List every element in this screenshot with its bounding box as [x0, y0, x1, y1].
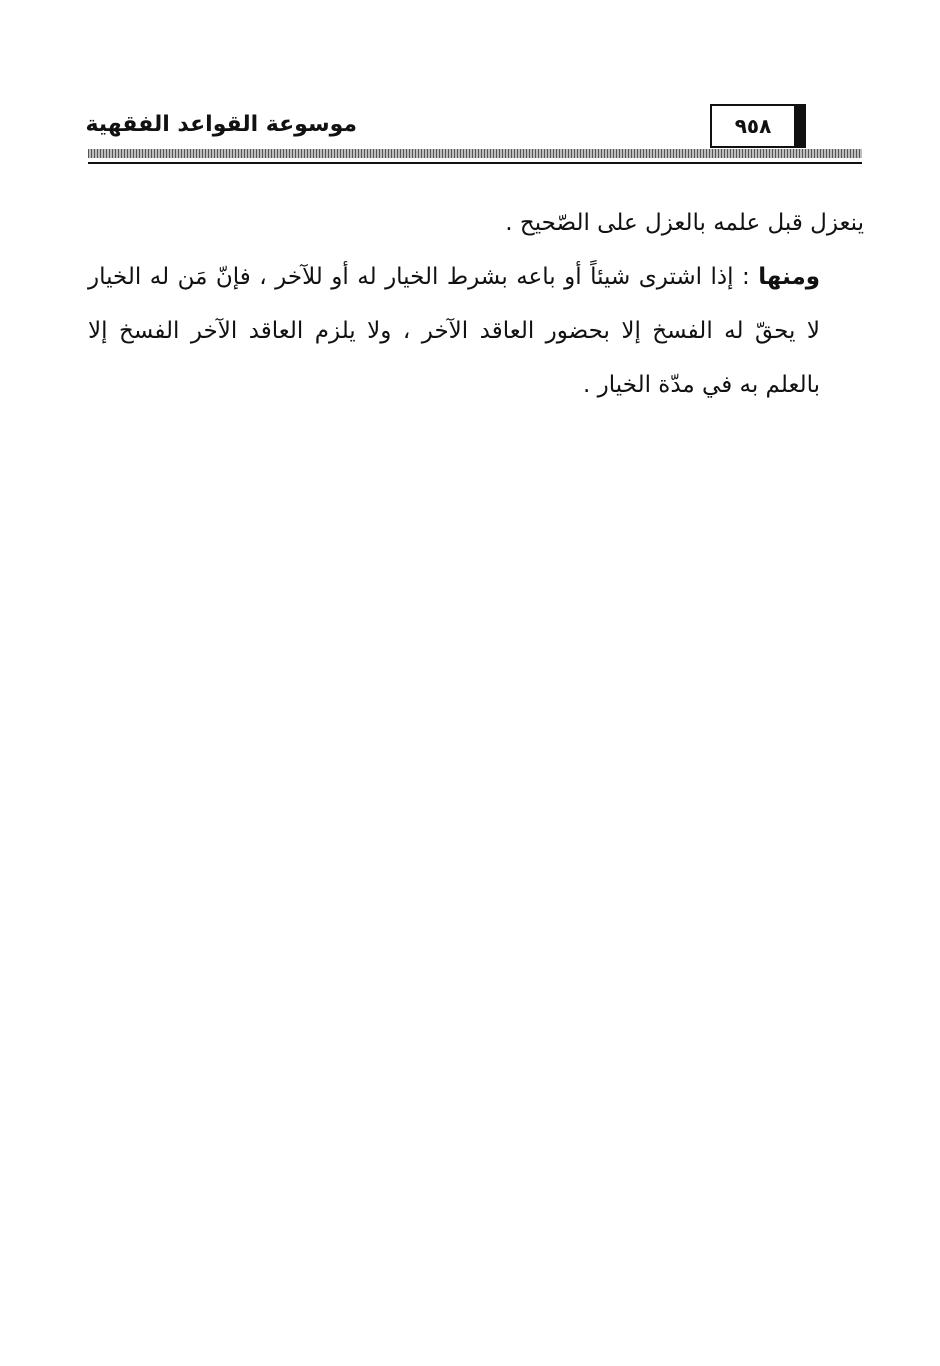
header-rule-hatched [88, 149, 862, 158]
paragraph-2 [88, 250, 864, 412]
paragraph-2-keyword: ومنها [758, 264, 820, 290]
page-number: ٩٥٨ [734, 114, 772, 138]
paragraph-1: ينعزل قبل علمه بالعزل على الصّحيح . [505, 210, 864, 236]
header-rule-thin [88, 162, 862, 164]
page-number-box [710, 104, 796, 148]
running-head-title: موسوعة القواعد الفقهية [85, 112, 357, 137]
page-header [85, 104, 862, 168]
body-text [88, 196, 864, 412]
paragraph-2-text: : إذا اشترى شيئاً أو باعه بشرط الخيار له أو للآخر ، فإنّ مَن له الخيار لا يحقّ له الفسخ إلا بحضور العاقد الآخر ، ولا يلزم العاقد الآخر الفسخ إلا بالعلم به في مدّة الخيار . [88, 264, 820, 398]
